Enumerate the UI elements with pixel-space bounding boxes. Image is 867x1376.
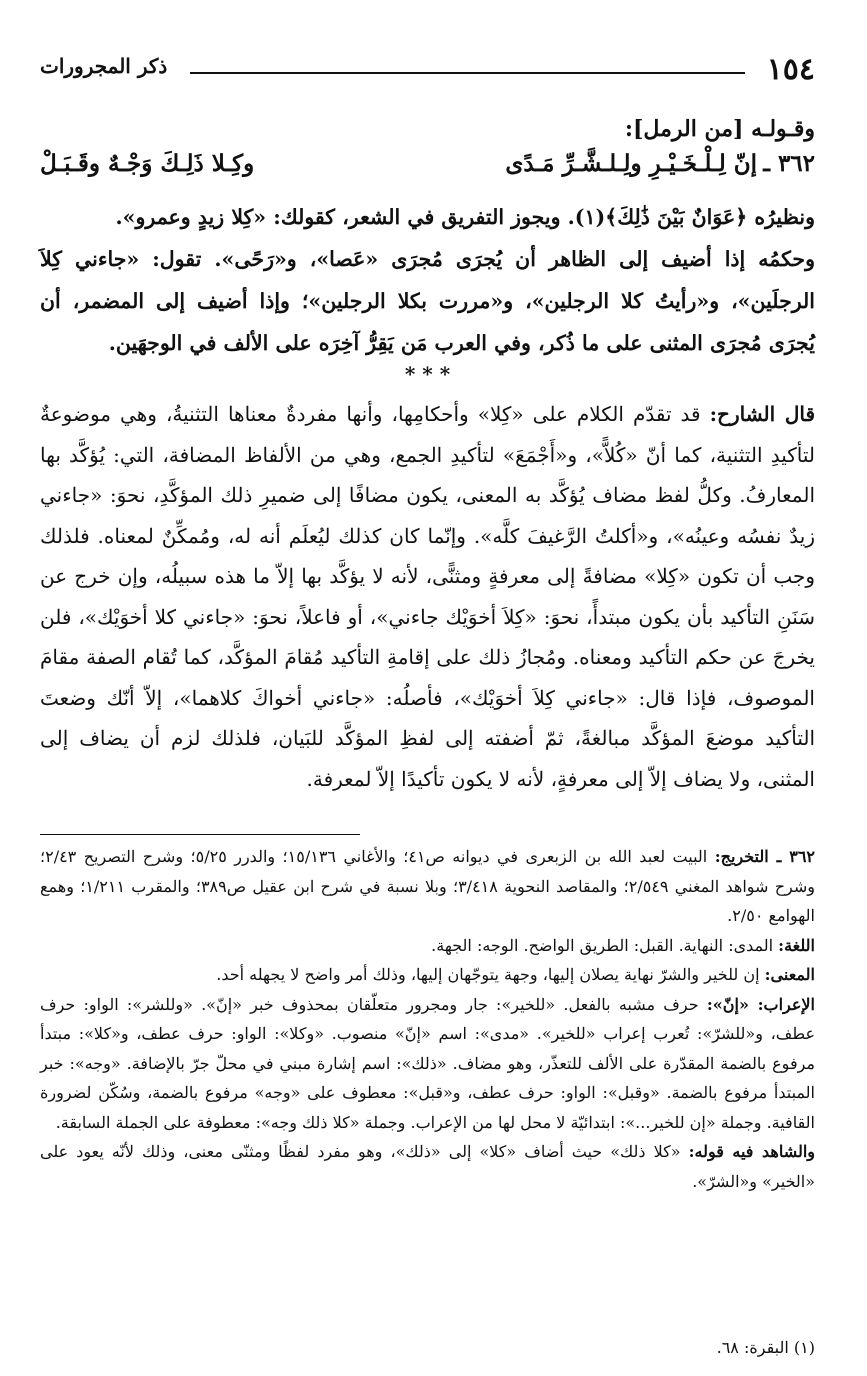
note-maana [40,960,815,990]
page-number: ١٥٤ [766,52,815,87]
verse-notes [40,842,815,1196]
footnote: (١) البقرة: ٦٨. [716,1338,815,1357]
note-label: والشاهد فيه قوله: [688,1142,816,1161]
note-lugha [40,931,815,961]
section-divider-stars: * * * [404,362,451,386]
verse-number: ٣٦٢ ـ [763,150,815,177]
rule-paragraph: ونظيرُه ﴿عَوَانٌ بَيْنَ ذَٰلِكَ﴾(١). ويجوز التفريق في الشعر، كقولك: «كِلا زيدٍ وعمرو». [115,205,815,229]
commentary-text: قد تقدّم الكلام على «كِلا» وأحكامِها، وأنها مفردةٌ معناها التثنيةُ، وهي موضوعةٌ لتأكيدِ التثنية، كما أنّ «كُلاًّ»، و«أَجْمَعَ» لتأكيدِ الجمع، وهي من الألفاظ المضافة، التي: يُؤكَّد بها المعارفُ. وكلُّ لفظ مضاف يُؤكَّد به المعنى، يكون مضافًا إلى ضميرِ ذلك المؤكَّدِ، نحوَ: «جاءني زيدٌ نفسُه وعينُه»، و«أكلتُ الرَّغيفَ كلَّه». وإنّما كان كذلك ليُعلَم أنه له، ومُمكِّنٌ لمعناه. فلذلك وجب أن تكون «كِلا» مضافةً إلى معرفةٍ ومثنًّى، لأنه لا يؤكَّد بها إلاّ ما هذه سبيلُه، وإن خرج عن سَنَنِ التأكيد بأن يكون مبتدأً، نحوَ: «كِلاَ أخوَيْك جاءني»، أو فاعلاً، نحوَ: «جاءني كلا أخوَيْك»، فلن يخرجَ عن حكم التأكيد ومعناه. ومُجازُ ذلك على إقامةِ التأكيد مُقامَ المؤكَّد، كما تُقام الصفة مقامَ الموصوف، فإذا قال: «جاءني كِلاَ أخوَيْك»، فأصلُه: «جاءني أخواكَ كلاهما»، إلاّ أنّك وضعتَ التأكيد موضعَ المؤكَّد مبالغةً، ثمّ أضفته إلى لفظِ المؤكَّد للبَيان، فلذلك لزم أن يضاف إلى المثنى، ولا يضاف إلاّ إلى معرفةٍ، لأنه لا يكون تأكيدًا إلاّ لمعرفة. [40,402,815,791]
note-text: البيت لعبد الله بن الزبعرى في ديوانه ص٤١؛ والأغاني ١٥/١٣٦؛ والدرر ٥/٢٥؛ وشرح التصريح ٢/٤٣؛ وشرح شواهد المغني ٢/٥٤٩؛ والمقاصد النحوية ٣/٤١٨؛ وبلا نسبة في شرح ابن عقيل ص٣٨٩؛ والمقرب ١/٢١١؛ وهمع الهوامع ٢/٥٠. [40,847,815,925]
running-title: ذكر المجرورات [40,54,168,78]
note-irab [40,990,815,1138]
book-page [40,0,815,1376]
note-takhrij [40,842,815,931]
page-header [40,52,815,86]
verse-first-hemistich: إنّ لِـلْـخَـيْـرِ ولِـلـشَّـرِّ مَـدًى [505,150,757,177]
note-text: إن للخير والشرّ نهاية يصلان إليها، وجهة يتوجّهان إليها، وذلك أمر واضح لا يجهله أحد. [216,965,760,984]
commentary-lead: قال الشارح: [709,402,816,426]
footnote-separator [40,834,360,835]
grammar-rule [40,196,815,364]
verse-line [40,150,815,190]
note-label: المعنى: [764,965,815,984]
note-text: حرف مشبه بالفعل. «للخير»: جار ومجرور متعلّقان بمحذوف خبر «إنّ». «وللشر»: الواو: حرف عطف، و«للشرّ»: تُعرب إعراب «للخير». «مدى»: اسم «إنّ» منصوب. «وكلا»: الواو: حرف عطف، و«كلا»: مبتدأ مرفوع بالضمة المقدّرة على الألف للتعذّر، وهو مضاف. «ذلك»: اسم إشارة مبني في محلّ جرّ بالإضافة. «وجه»: خبر المبتدأ مرفوع بالضمة. «وقبل»: الواو: حرف عطف، و«قبل»: معطوف على «وجه» مرفوع بالضمة، وسُكّن لضرورة القافية. وجملة «إن للخير...»: ابتدائيّة لا محل لها من الإعراب. وجملة «كلا ذلك وجه»: معطوفة على الجملة السابقة. [40,994,815,1132]
note-label: ٣٦٢ ـ التخريج: [714,847,816,866]
note-text: المدى: النهاية. القبل: الطريق الواضح. الوجه: الجهة. [431,935,774,955]
note-label: اللغة: [778,935,815,955]
note-shahid [40,1137,815,1196]
note-label: الإعراب: «إنّ»: [706,994,816,1014]
note-text: «كلا ذلك» حيث أضاف «كلا» إلى «ذلك»، وهو مفرد لفظًا ومثنّى معنى، وذلك لأنّه يعود على «الخير» و«الشرّ». [40,1142,815,1191]
rule-paragraph: وحكمُه إذا أضيف إلى الظاهر أن يُجرَى مُجرَى «عَصا»، و«رَحًى». تقول: «جاءني كِلاَ الرجلَين»، و«رأيتُ كلا الرجلين»، و«مررت بكلا الرجلين»؛ وإذا أضيف إلى المضمر، أن يُجرَى مُجرَى المثنى على ما ذُكر، وفي العرب مَن يَقِرُّ آخِرَه على الألف في الوجهَين. [40,247,815,355]
verse-second-hemistich: وكِـلا ذَلِـكَ وَجْـهٌ وقَـبَـلْ [40,150,255,177]
commentary-paragraph [40,394,815,799]
verse-intro: وقـولـه [من الرمل]: [624,116,815,142]
header-rule [190,72,745,74]
